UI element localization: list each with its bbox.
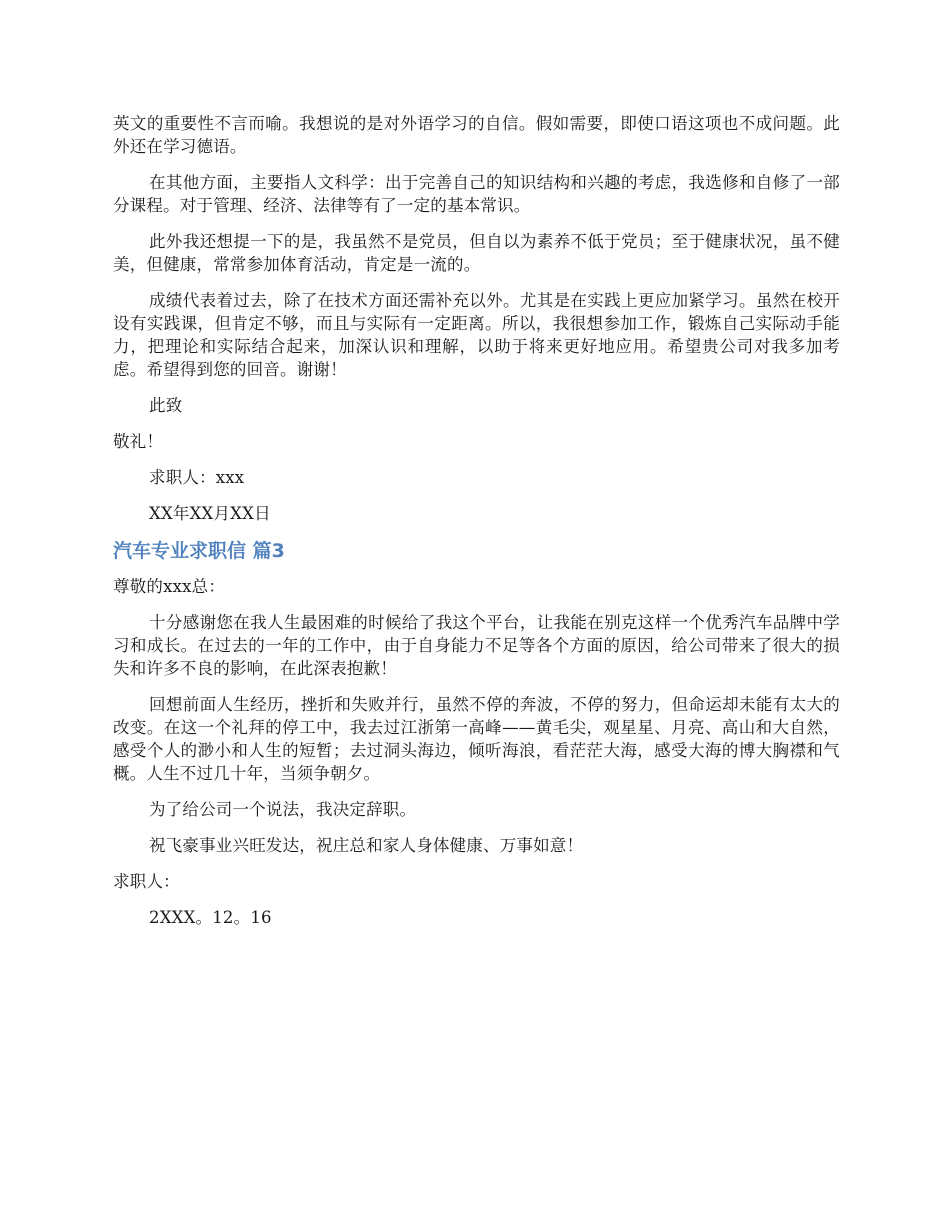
- greeting-line: 尊敬的xxx总：: [113, 577, 226, 596]
- document-page: [113, 112, 840, 942]
- section-heading: 汽车专业求职信 篇3: [113, 540, 285, 562]
- date-line-2: 2XXX。12。16: [149, 908, 272, 927]
- paragraph-humanities: 在其他方面，主要指人文科学：出于完善自己的知识结构和兴趣的考虑，我选修和自修了一部分课程。对于管理、经济、法律等有了一定的基本常识。: [113, 173, 840, 215]
- signer-line: 求职人：xxx: [149, 468, 245, 487]
- paragraph-practice: 成绩代表着过去，除了在技术方面还需补充以外。尤其是在实践上更应加紧学习。虽然在校开设有实践课，但肯定不够，而且与实际有一定距离。所以，我很想参加工作，锻炼自己实际动手能力，把理论和实际结合起来，加深认识和理解，以助于将来更好地应用。希望贵公司对我多加考虑。希望得到您的回音。谢谢！: [113, 291, 840, 379]
- signer-line-2: 求职人：: [113, 872, 180, 891]
- paragraph-character-health: 此外我还想提一下的是，我虽然不是党员，但自以为素养不低于党员；至于健康状况，虽不健美，但健康，常常参加体育活动，肯定是一流的。: [113, 232, 840, 274]
- salute-line: 敬礼！: [113, 432, 164, 451]
- paragraph-wishes: 祝飞豪事业兴旺发达，祝庄总和家人身体健康、万事如意！: [149, 836, 584, 855]
- paragraph-foreign-language: 英文的重要性不言而喻。我想说的是对外语学习的自信。假如需要，即使口语这项也不成问题。此外还在学习德语。: [113, 114, 840, 156]
- paragraph-thanks: 十分感谢您在我人生最困难的时候给了我这个平台，让我能在别克这样一个优秀汽车品牌中学习和成长。在过去的一年的工作中，由于自身能力不足等各个方面的原因，给公司带来了很大的损失和许多不良的影响，在此深表抱歉！: [113, 613, 840, 678]
- date-line: XX年XX月XX日: [149, 504, 271, 523]
- paragraph-reflection: 回想前面人生经历，挫折和失败并行，虽然不停的奔波，不停的努力，但命运却未能有太大的改变。在这一个礼拜的停工中，我去过江浙第一高峰——黄毛尖，观星星、月亮、高山和大自然，感受个人的渺小和人生的短暂；去过洞头海边，倾听海浪，看茫茫大海，感受大海的博大胸襟和气概。人生不过几十年，当须争朝夕。: [113, 695, 840, 783]
- closing-line: 此致: [149, 396, 183, 415]
- paragraph-resignation: 为了给公司一个说法，我决定辞职。: [149, 800, 417, 819]
